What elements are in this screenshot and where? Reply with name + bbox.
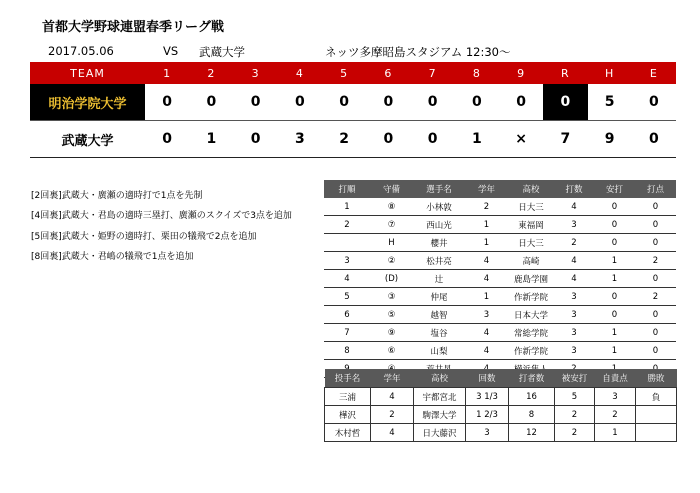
pitching-row bbox=[325, 388, 677, 406]
table-cell: 5 bbox=[555, 388, 595, 406]
table-cell: 0 bbox=[594, 234, 635, 252]
header-innings: 回数 bbox=[466, 369, 509, 388]
col-team: TEAM bbox=[30, 62, 145, 84]
table-cell: 東福岡 bbox=[508, 216, 554, 234]
table-cell: 三浦 bbox=[325, 388, 371, 406]
batting-row bbox=[324, 288, 676, 306]
col-hits: H bbox=[588, 62, 632, 84]
table-cell: 5 bbox=[324, 288, 370, 306]
score-cell: 1 bbox=[189, 121, 233, 158]
score-cell: 0 bbox=[455, 84, 499, 121]
table-cell: 0 bbox=[635, 324, 676, 342]
hits-total: 9 bbox=[588, 121, 632, 158]
col-inning-2: 2 bbox=[189, 62, 233, 84]
table-cell: 3 bbox=[554, 324, 594, 342]
table-cell: 0 bbox=[635, 216, 676, 234]
table-cell: 作新学院 bbox=[508, 342, 554, 360]
score-cell: 2 bbox=[322, 121, 366, 158]
table-cell: 2 bbox=[371, 406, 414, 424]
table-cell: 3 bbox=[595, 388, 636, 406]
table-cell: 4 bbox=[554, 252, 594, 270]
table-cell: 16 bbox=[509, 388, 555, 406]
table-cell bbox=[324, 234, 370, 252]
col-inning-9: 9 bbox=[499, 62, 543, 84]
col-inning-8: 8 bbox=[455, 62, 499, 84]
table-cell: (D) bbox=[370, 270, 413, 288]
table-cell: 負 bbox=[636, 388, 677, 406]
errors-total: 0 bbox=[632, 84, 676, 121]
note-item: [2回裏]武蔵大・廣瀬の適時打で1点を先制 bbox=[31, 191, 203, 201]
score-cell: 0 bbox=[366, 84, 410, 121]
game-notes bbox=[31, 186, 292, 267]
header-grade: 学年 bbox=[371, 369, 414, 388]
header-position: 守備 bbox=[370, 180, 413, 198]
hits-total: 5 bbox=[588, 84, 632, 121]
team-name: 武蔵大学 bbox=[30, 121, 145, 158]
batting-row bbox=[324, 216, 676, 234]
table-cell: 2 bbox=[555, 406, 595, 424]
table-cell: 4 bbox=[371, 424, 414, 442]
table-cell: 7 bbox=[324, 324, 370, 342]
table-cell: 8 bbox=[324, 342, 370, 360]
score-cell: 0 bbox=[499, 84, 543, 121]
scoreboard-row-visitor bbox=[30, 84, 676, 121]
note-item: [8回裏]武蔵大・君嶋の犠飛で1点を追加 bbox=[31, 251, 194, 262]
table-cell: 越智 bbox=[413, 306, 465, 324]
score-cell: 0 bbox=[234, 84, 278, 121]
vs-label: VS bbox=[163, 44, 179, 58]
runs-total: 7 bbox=[543, 121, 587, 158]
table-cell: 1 bbox=[594, 252, 635, 270]
table-cell: ③ bbox=[370, 288, 413, 306]
score-cell: 0 bbox=[145, 121, 189, 158]
table-cell: 0 bbox=[635, 342, 676, 360]
table-cell: 1 bbox=[465, 288, 508, 306]
table-cell: H bbox=[370, 234, 413, 252]
page-title: 首都大学野球連盟春季リーグ戦 bbox=[42, 20, 225, 35]
table-cell: 4 bbox=[465, 342, 508, 360]
table-cell: 0 bbox=[594, 216, 635, 234]
header-order: 打順 bbox=[324, 180, 370, 198]
venue-time: ネッツ多摩昭島スタジアム 12:30〜 bbox=[325, 45, 511, 59]
pitching-row bbox=[325, 424, 677, 442]
batting-row bbox=[324, 198, 676, 216]
table-cell: 2 bbox=[465, 198, 508, 216]
batting-row bbox=[324, 270, 676, 288]
table-cell: 3 bbox=[324, 252, 370, 270]
batting-row bbox=[324, 252, 676, 270]
table-cell: 4 bbox=[465, 270, 508, 288]
table-cell: 1 bbox=[324, 198, 370, 216]
pitching-header bbox=[325, 369, 677, 388]
table-cell: 樺沢 bbox=[325, 406, 371, 424]
table-cell: 1 bbox=[595, 424, 636, 442]
batting-row bbox=[324, 234, 676, 252]
table-cell: 3 bbox=[554, 342, 594, 360]
table-cell: 2 bbox=[324, 216, 370, 234]
table-cell: ⑥ bbox=[370, 342, 413, 360]
score-cell: 0 bbox=[322, 84, 366, 121]
header-player: 選手名 bbox=[413, 180, 465, 198]
table-cell: 木村哲 bbox=[325, 424, 371, 442]
table-cell: 4 bbox=[554, 270, 594, 288]
scoreboard-row-home bbox=[30, 121, 676, 158]
pitching-table bbox=[324, 369, 677, 442]
table-cell: 0 bbox=[594, 288, 635, 306]
table-cell: 4 bbox=[371, 388, 414, 406]
table-cell: 仲尾 bbox=[413, 288, 465, 306]
table-cell: 宇都宮北 bbox=[414, 388, 466, 406]
table-cell: 4 bbox=[465, 252, 508, 270]
table-cell: 2 bbox=[595, 406, 636, 424]
table-cell: 1 bbox=[465, 216, 508, 234]
table-cell: 鹿島学園 bbox=[508, 270, 554, 288]
col-inning-4: 4 bbox=[278, 62, 322, 84]
scoreboard-header bbox=[30, 62, 676, 84]
table-cell: 1 bbox=[594, 270, 635, 288]
col-runs: R bbox=[543, 62, 587, 84]
table-cell: ⑤ bbox=[370, 306, 413, 324]
table-cell: 0 bbox=[594, 198, 635, 216]
batting-row bbox=[324, 342, 676, 360]
table-cell: 0 bbox=[635, 198, 676, 216]
game-date: 2017.05.06 bbox=[48, 44, 114, 58]
batting-table bbox=[324, 180, 676, 378]
table-cell: 8 bbox=[509, 406, 555, 424]
pitching-row bbox=[325, 406, 677, 424]
table-cell: 0 bbox=[594, 306, 635, 324]
col-inning-6: 6 bbox=[366, 62, 410, 84]
header-hits-allowed: 被安打 bbox=[555, 369, 595, 388]
note-item: [4回裏]武蔵大・君島の適時三塁打、廣瀬のスクイズで3点を追加 bbox=[31, 211, 292, 222]
opponent-name: 武蔵大学 bbox=[199, 45, 245, 59]
table-cell: 作新学院 bbox=[508, 288, 554, 306]
header-pitcher: 投手名 bbox=[325, 369, 371, 388]
table-cell: 4 bbox=[324, 270, 370, 288]
header-earned-runs: 自責点 bbox=[595, 369, 636, 388]
col-errors: E bbox=[632, 62, 676, 84]
table-cell: 1 bbox=[465, 234, 508, 252]
table-cell: 6 bbox=[324, 306, 370, 324]
table-cell: 4 bbox=[465, 324, 508, 342]
batting-row bbox=[324, 306, 676, 324]
table-cell: ⑧ bbox=[370, 198, 413, 216]
table-cell: 辻 bbox=[413, 270, 465, 288]
table-cell: 3 bbox=[554, 216, 594, 234]
runs-total: 0 bbox=[543, 84, 587, 121]
score-cell: 0 bbox=[411, 84, 455, 121]
scoreboard bbox=[30, 62, 676, 158]
table-cell: 塩谷 bbox=[413, 324, 465, 342]
table-cell: 3 bbox=[466, 424, 509, 442]
table-cell: 3 bbox=[554, 288, 594, 306]
table-cell: 日大藤沢 bbox=[414, 424, 466, 442]
errors-total: 0 bbox=[632, 121, 676, 158]
table-cell: 日本大学 bbox=[508, 306, 554, 324]
score-cell: 0 bbox=[234, 121, 278, 158]
table-cell bbox=[636, 424, 677, 442]
table-cell: 1 bbox=[594, 342, 635, 360]
table-cell: 日大三 bbox=[508, 198, 554, 216]
table-cell: 高崎 bbox=[508, 252, 554, 270]
table-cell: 2 bbox=[635, 288, 676, 306]
table-cell: 1 bbox=[594, 324, 635, 342]
note-item: [5回裏]武蔵大・姫野の適時打、栗田の犠飛で2点を追加 bbox=[31, 231, 257, 242]
header-grade: 学年 bbox=[465, 180, 508, 198]
header-hits: 安打 bbox=[594, 180, 635, 198]
header-decision: 勝敗 bbox=[636, 369, 677, 388]
table-cell: 3 bbox=[554, 306, 594, 324]
score-cell: 0 bbox=[411, 121, 455, 158]
table-cell: 常総学院 bbox=[508, 324, 554, 342]
table-cell: ⑨ bbox=[370, 324, 413, 342]
score-cell: 3 bbox=[278, 121, 322, 158]
team-name: 明治学院大学 bbox=[30, 84, 145, 121]
table-cell: 櫻井 bbox=[413, 234, 465, 252]
header-school: 高校 bbox=[414, 369, 466, 388]
table-cell: 2 bbox=[555, 424, 595, 442]
batting-header bbox=[324, 180, 676, 198]
table-cell: 山梨 bbox=[413, 342, 465, 360]
table-cell: ② bbox=[370, 252, 413, 270]
table-cell: 松井亮 bbox=[413, 252, 465, 270]
table-cell: 3 bbox=[465, 306, 508, 324]
score-cell: 0 bbox=[366, 121, 410, 158]
header-batters: 打者数 bbox=[509, 369, 555, 388]
table-cell: 0 bbox=[635, 234, 676, 252]
table-cell: 4 bbox=[554, 198, 594, 216]
col-inning-5: 5 bbox=[322, 62, 366, 84]
table-cell: 0 bbox=[635, 270, 676, 288]
table-cell: ⑦ bbox=[370, 216, 413, 234]
table-cell: 2 bbox=[635, 252, 676, 270]
score-cell: 1 bbox=[455, 121, 499, 158]
col-inning-1: 1 bbox=[145, 62, 189, 84]
header-at-bats: 打数 bbox=[554, 180, 594, 198]
score-cell: 0 bbox=[189, 84, 233, 121]
header-school: 高校 bbox=[508, 180, 554, 198]
col-inning-3: 3 bbox=[234, 62, 278, 84]
table-cell: 3 1/3 bbox=[466, 388, 509, 406]
score-cell: × bbox=[499, 121, 543, 158]
table-cell: 日大三 bbox=[508, 234, 554, 252]
table-cell: 駒澤大学 bbox=[414, 406, 466, 424]
table-cell: 0 bbox=[635, 306, 676, 324]
table-cell: 1 2/3 bbox=[466, 406, 509, 424]
batting-row bbox=[324, 324, 676, 342]
score-cell: 0 bbox=[278, 84, 322, 121]
col-inning-7: 7 bbox=[411, 62, 455, 84]
table-cell: 12 bbox=[509, 424, 555, 442]
score-cell: 0 bbox=[145, 84, 189, 121]
header-rbi: 打点 bbox=[635, 180, 676, 198]
table-cell: 西山光 bbox=[413, 216, 465, 234]
table-cell: 小林敦 bbox=[413, 198, 465, 216]
table-cell bbox=[636, 406, 677, 424]
table-cell: 2 bbox=[554, 234, 594, 252]
